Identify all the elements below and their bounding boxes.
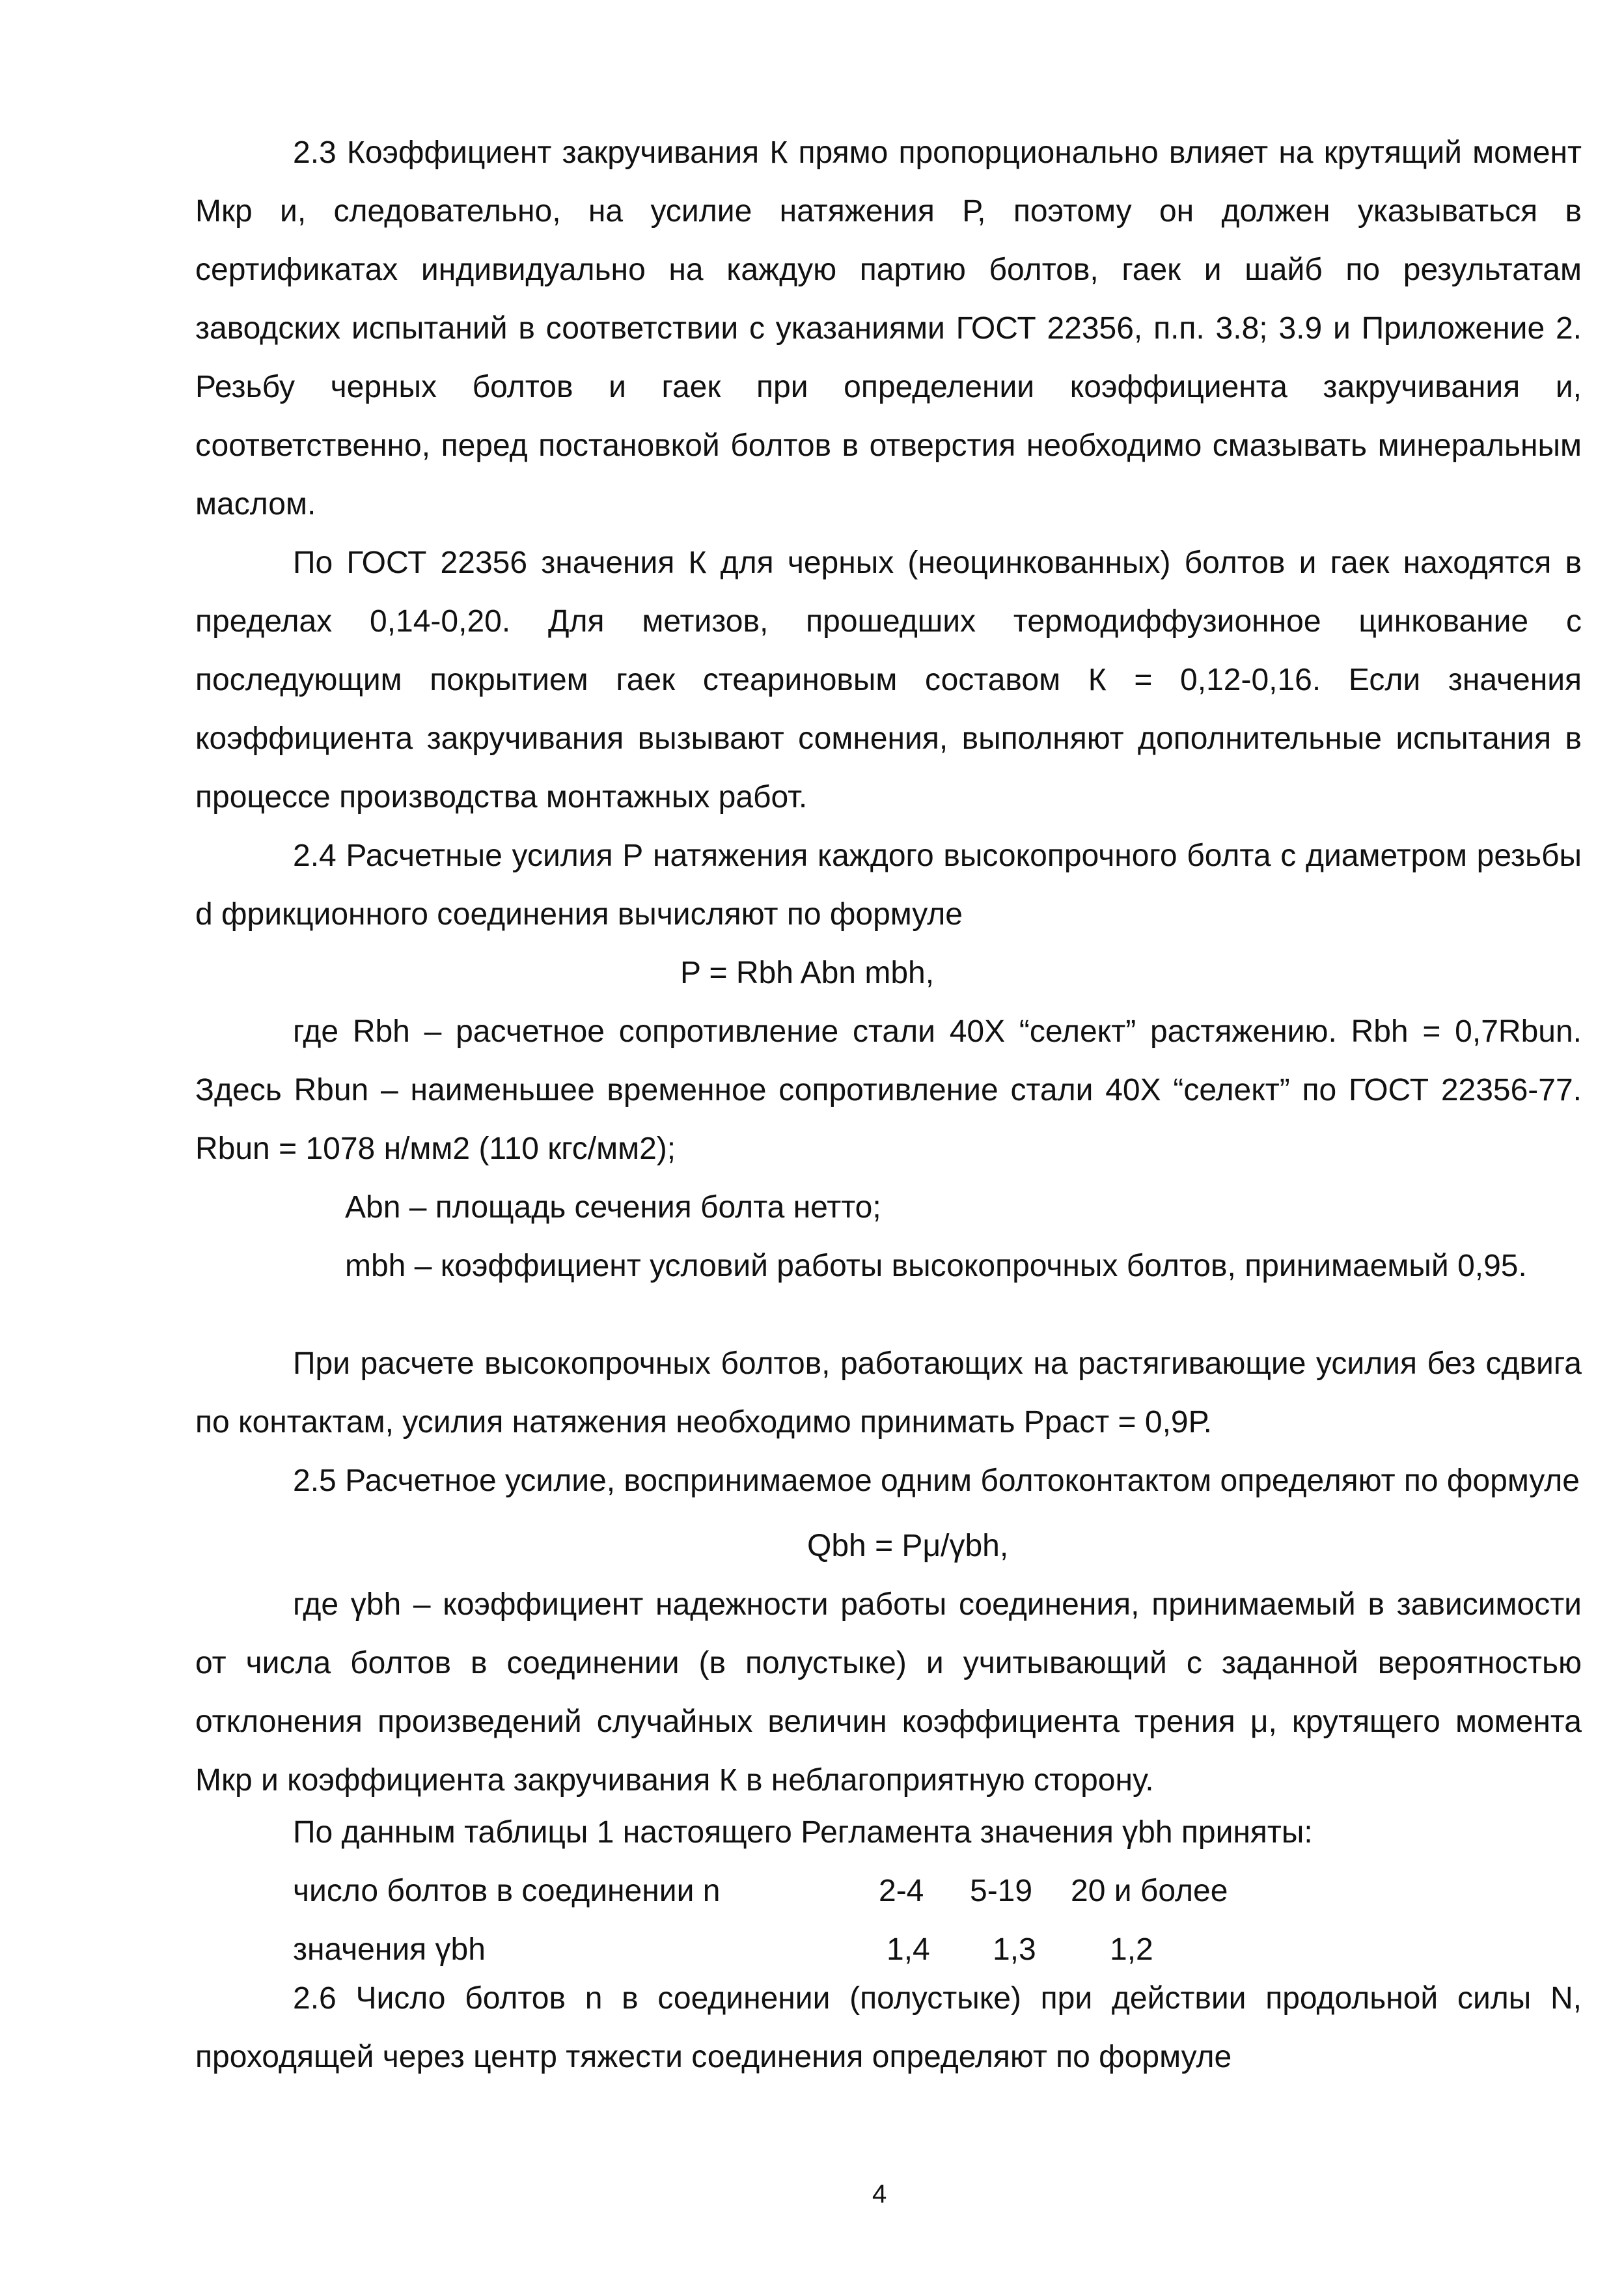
- table-cell: 5-19: [970, 1874, 1033, 1908]
- row-label-gamma: значения γbh: [293, 1932, 486, 1967]
- gamma-values-table: [293, 1862, 1334, 1979]
- page-number: 4: [872, 2180, 887, 2208]
- row-label-bolt-count: число болтов в соединении n: [293, 1874, 721, 1908]
- definition-mbh: mbh – коэффициент условий работы высокопрочных болтов, принимаемый 0,95.: [345, 1249, 1527, 1283]
- table-cell: 1,2: [1110, 1932, 1153, 1967]
- paragraph-table-intro: По данным таблицы 1 настоящего Регламента значения γbh приняты:: [293, 1815, 1313, 1850]
- table-cell: 1,3: [993, 1932, 1036, 1967]
- paragraph-gost-values: По ГОСТ 22356 значения К для черных (неоцинкованных) болтов и гаек находятся в пределах 0,14-0,20. Для метизов, прошедших термодиффузионное цинкование с последующим покрытием гаек стеариновым составом К = 0,12-0,16. Если значения коэффициента закручивания вызывают сомнения, выполняют дополнительные испытания в процессе производства монтажных работ.: [195, 546, 1582, 814]
- table-row: [293, 1862, 1334, 1921]
- formula-q: Qbh = Pμ/γbh,: [807, 1529, 1009, 1563]
- paragraph-where-gamma: где γbh – коэффициент надежности работы соединения, принимаемый в зависимости от числа болтов в соединении (в полустыке) и учитывающий с заданной вероятностью отклонения произведений случайных величин коэффициента трения μ, крутящего момента Мкр и коэффициента закручивания К в неблагоприятную сторону.: [195, 1587, 1582, 1798]
- paragraph-tension-force: При расчете высокопрочных болтов, работающих на растягивающие усилия без сдвига по контактам, усилия натяжения необходимо принимать Рраст = 0,9Р.: [195, 1346, 1582, 1439]
- paragraph-2-5: 2.5 Расчетное усилие, воспринимаемое одним болтоконтактом определяют по формуле: [293, 1464, 1580, 1498]
- formula-p: P = Rbh Abn mbh,: [680, 956, 935, 990]
- second-text-block: [195, 1335, 1582, 1510]
- paragraph-2-3: 2.3 Коэффициент закручивания К прямо пропорционально влияет на крутящий момент Мкр и, следовательно, на усилие натяжения Р, поэтому он должен указываться в сертификатах индивидуально на каждую партию болтов, гаек и шайб по результатам заводских испытаний в соответствии с указаниями ГОСТ 22356, п.п. 3.8; 3.9 и Приложение 2. Резьбу черных болтов и гаек при определении коэффициента закручивания и, соответственно, перед постановкой болтов в отверстия необходимо смазывать минеральным маслом.: [195, 135, 1582, 521]
- table-cell: 2-4: [879, 1874, 924, 1908]
- paragraph-where-rbh: где Rbh – расчетное сопротивление стали 40Х “селект” растяжению. Rbh = 0,7Rbun. Здесь Rbun – наименьшее временное сопротивление стали 40Х “селект” по ГОСТ 22356-77. Rbun = 1078 н/мм2 (110 кгс/мм2);: [195, 1014, 1582, 1166]
- paragraph-2-4: 2.4 Расчетные усилия Р натяжения каждого высокопрочного болта с диаметром резьбы d фрикционного соединения вычисляют по формуле: [195, 839, 1582, 932]
- table-cell: 1,4: [887, 1932, 930, 1967]
- paragraph-2-6: 2.6 Число болтов n в соединении (полустыке) при действии продольной силы N, проходящей через центр тяжести соединения определяют по формуле: [195, 1981, 1582, 2074]
- definition-abn: Abn – площадь сечения болта нетто;: [345, 1190, 881, 1225]
- table-cell: 20 и более: [1071, 1874, 1228, 1908]
- paragraph-2-6-block: [195, 1969, 1582, 2087]
- main-text-block: [195, 124, 1582, 1296]
